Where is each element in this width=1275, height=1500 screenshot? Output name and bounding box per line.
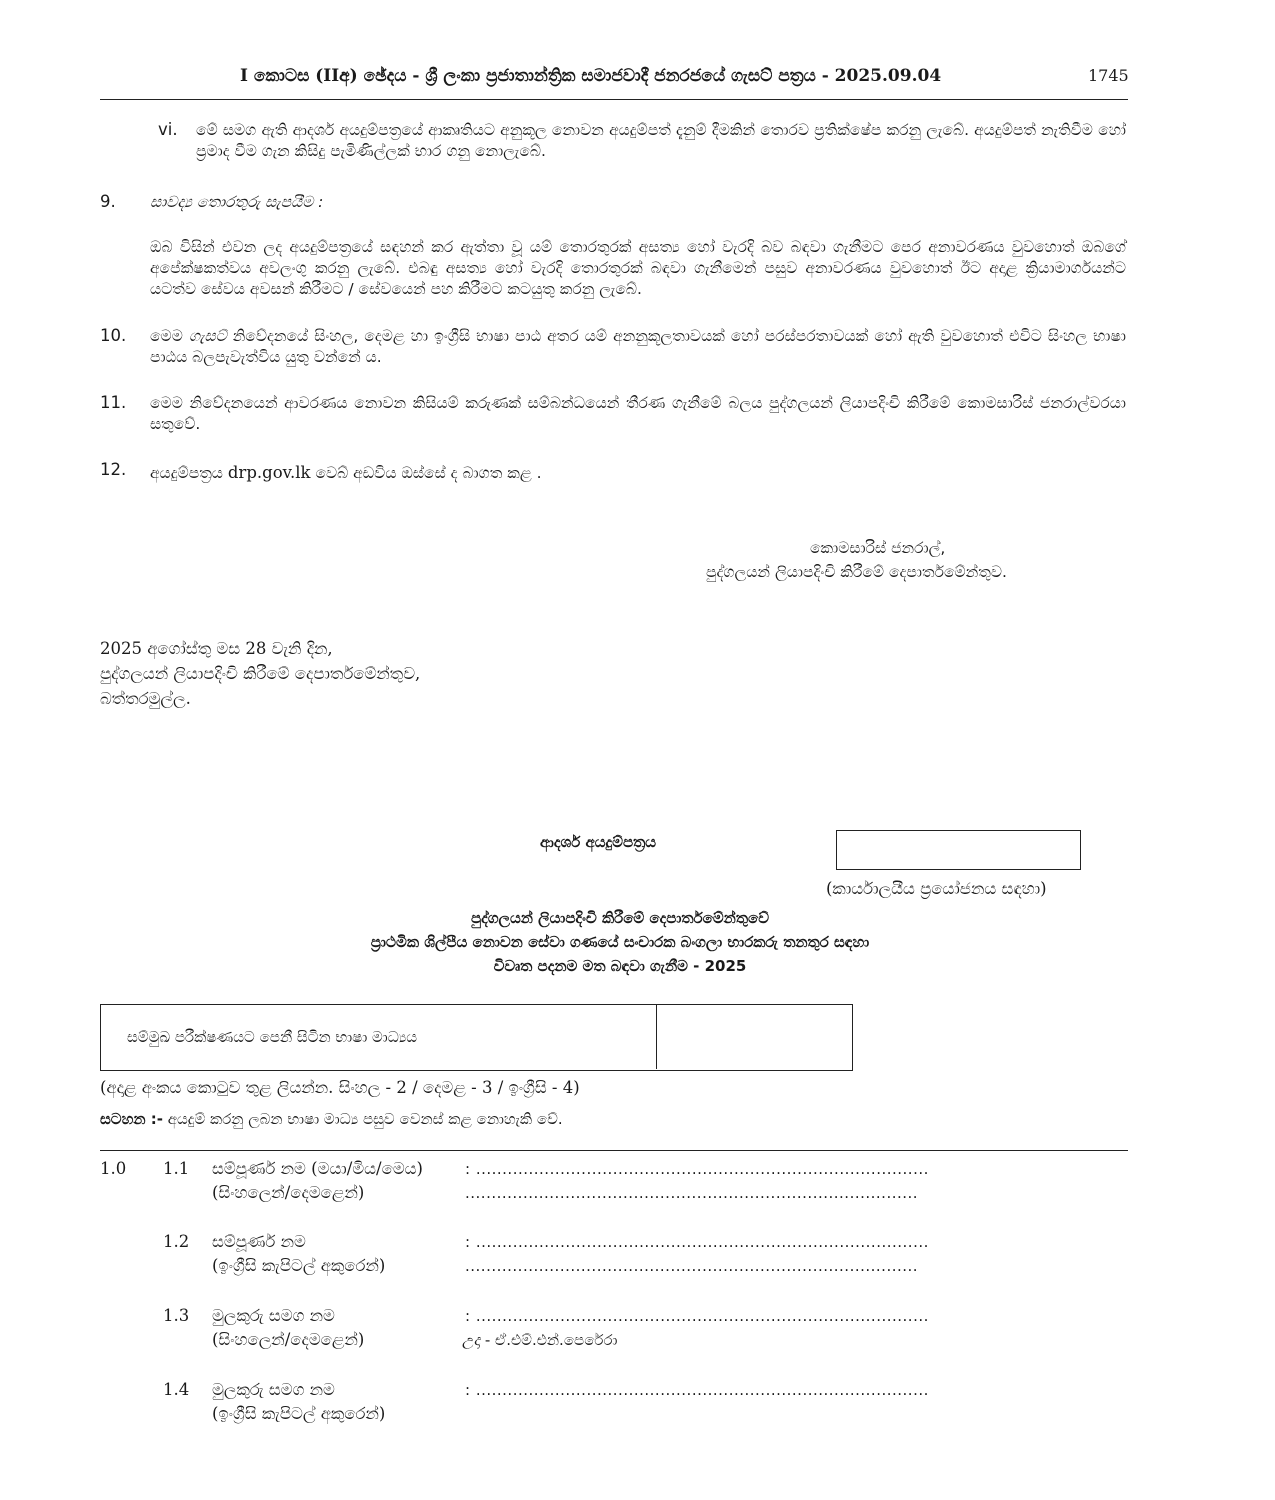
- field-1-1-input-line2[interactable]: ......................................................................................: [465, 1184, 919, 1202]
- signature-title: කොමසාරිස් ජනරාල්,: [810, 539, 946, 557]
- field-1-4-number: 1.4: [163, 1380, 190, 1399]
- item-10-number: 10.: [100, 326, 127, 345]
- field-1-2-input[interactable]: : ......................................................................................: [465, 1233, 929, 1251]
- field-1-3-number: 1.3: [163, 1306, 190, 1325]
- date-line: 2025 අගෝස්තු මස 28 වැනි දින,: [100, 639, 333, 658]
- field-1-1-number: 1.1: [163, 1159, 190, 1178]
- item-vi-label: vi.: [158, 120, 178, 139]
- item-10-text: මෙම ගැසට් නිවේදනයේ සිංහල, දෙමළ හා ඉංග්‍රීසි භාෂා පාඨ අතර යම් අනනුකූලතාවයක් හෝ පරස්පරතාවයක් හෝ ඇති වුවහොත් එවිට සිංහල භාෂා පාඨය බලපැවැත්විය යුතු වන්නේ ය.: [150, 327, 1126, 366]
- item-9-number: 9.: [100, 192, 116, 211]
- field-1-1-input[interactable]: : ......................................................................................: [465, 1160, 929, 1178]
- item-11-text: මෙම නිවේදනයෙන් ආවරණය නොවන කිසියම් කරුණක් සම්බන්ධයෙන් තීරණ ගැනීමේ බලය පුද්ගලයන් ලියාපදිංචි කිරීමේ කොමසාරිස් ජනරාල්වරයා සතුවේ.: [150, 394, 1126, 433]
- language-medium-label: සම්මුඛ පරීක්ෂණයට පෙනී සිටින භාෂා මාධ්‍යය: [127, 1028, 418, 1046]
- field-1-2-input-line2[interactable]: ......................................................................................: [465, 1257, 919, 1275]
- field-1-3-label: මුලකුරු සමග නම: [212, 1306, 335, 1325]
- header-divider: [100, 99, 1128, 100]
- page-number: 1745: [1088, 66, 1129, 85]
- office-use-box[interactable]: [836, 830, 1081, 870]
- form-heading-post: ප්‍රාථමික ශිල්පීය නොවන සේවා ගණයේ සංචාරක බංගලා භාරකරු තනතුර සඳහා: [370, 933, 870, 951]
- model-form-title: ආදර්ශ අයදුම්පත්‍රය: [540, 833, 657, 851]
- field-1-4-sublabel: (ඉංග්‍රීසි කැපිටල් අකුරෙන්): [212, 1404, 386, 1423]
- item-12-text: අයදුම්පත්‍රය drp.gov.lk වෙබ් අඩවිය ඔස්සේ ද බාගත කළ .: [150, 463, 542, 482]
- language-medium-input[interactable]: [658, 1005, 851, 1069]
- field-1-4-input[interactable]: : ......................................................................................: [465, 1381, 929, 1399]
- field-1-2-number: 1.2: [163, 1232, 190, 1251]
- language-note: (අදාළ අංකය කොටුව තුළ ලියන්න. සිංහල - 2 / දෙමළ - 3 / ඉංග්‍රීසි - 4): [100, 1078, 580, 1097]
- date-location: බත්තරමුල්ල.: [100, 689, 191, 708]
- item-11-number: 11.: [100, 393, 127, 412]
- section-number: 1.0: [100, 1159, 127, 1178]
- office-use-label: (කාර්යාලයීය ප්‍රයෝජනය සඳහා): [826, 879, 1047, 898]
- field-1-3-input[interactable]: : ......................................................................................: [465, 1307, 929, 1325]
- form-heading-department: පුද්ගලයන් ලියාපදිංචි කිරීමේ දෙපාර්තමේන්තුවේ: [471, 909, 769, 927]
- signature-department: පුද්ගලයන් ලියාපදිංචි කිරීමේ දෙපාර්තමේන්තුව.: [706, 563, 1007, 581]
- form-divider: [100, 1150, 1128, 1151]
- form-heading-recruitment: විවෘත පදනම මත බඳවා ගැනීම - 2025: [493, 957, 747, 975]
- form-note: සටහන :- අයදුම් කරනු ලබන භාෂා මාධ්‍ය පසුව වෙනස් කළ නොහැකි වේ.: [100, 1110, 563, 1128]
- field-1-3-sublabel: (සිංහලෙන්/දෙමළෙන්): [212, 1330, 365, 1349]
- language-medium-table: [100, 1004, 853, 1071]
- gazette-header-title: I කොටස (IIඅ) ඡේදය - ශ්‍රී ලංකා ප්‍රජාතාන්ත්‍රික සමාජවාදී ජනරජයේ ගැසට් පත්‍රය - 2025.09.04: [240, 66, 942, 86]
- item-vi-text: මේ සමග ඇති ආදර්ශ අයදුම්පත්‍රයේ ආකෘතියට අනුකූල නොවන අයදුම්පත් දැනුම් දීමකින් තොරව ප්‍රතික්ෂේප කරනු ලැබේ. අයදුම්පත් නැතිවීම හෝ ප්‍රමාද වීම ගැන කිසිදු පැමිණිල්ලක් භාර ගනු නොලැබේ.: [196, 121, 1126, 160]
- language-box-divider: [656, 1005, 657, 1069]
- field-1-2-label: සම්පූර්ණ නම: [212, 1232, 306, 1251]
- date-department: පුද්ගලයන් ලියාපදිංචි කිරීමේ දෙපාර්තමේන්තුව,: [100, 664, 421, 683]
- field-1-1-sublabel: (සිංහලෙන්/දෙමළෙන්): [212, 1183, 365, 1202]
- website-link[interactable]: drp.gov.lk: [227, 463, 311, 482]
- field-1-4-label: මුලකුරු සමග නම: [212, 1380, 335, 1399]
- field-1-1-label: සම්පූර්ණ නම (මයා/මිය/මෙය): [212, 1159, 423, 1178]
- item-9-text: ඔබ විසින් එවන ලද අයදුම්පත්‍රයේ සඳහන් කර ඇත්තා වූ යම් තොරතුරක් අසත්‍ය හෝ වැරදි බව බඳවා ගැනීමට පෙර අනාවරණය වුවහොත් ඔබගේ අපේක්ෂකත්වය අවලංගු කරනු ලැබේ. එබඳු අසත්‍ය හෝ වැරදි තොරතුරක් බඳවා ගැනීමෙන් පසුව අනාවරණය වුවහොත් ඊට අදාළ ක්‍රියාමාර්ගයන්ට යටත්ව සේවය අවසන් කිරීමට / සේවයෙන් පහ කිරීමට කටයුතු කරනු ලැබේ.: [150, 238, 1126, 298]
- item-12-number: 12.: [100, 460, 127, 479]
- field-1-2-sublabel: (ඉංග්‍රීසි කැපිටල් අකුරෙන්): [212, 1256, 386, 1275]
- item-9-heading: සාවද්‍ය තොරතුරු සැපයීම :: [150, 193, 324, 211]
- field-1-3-example: උදා - ඒ.එම්.එන්.පෙරේරා: [462, 1331, 618, 1349]
